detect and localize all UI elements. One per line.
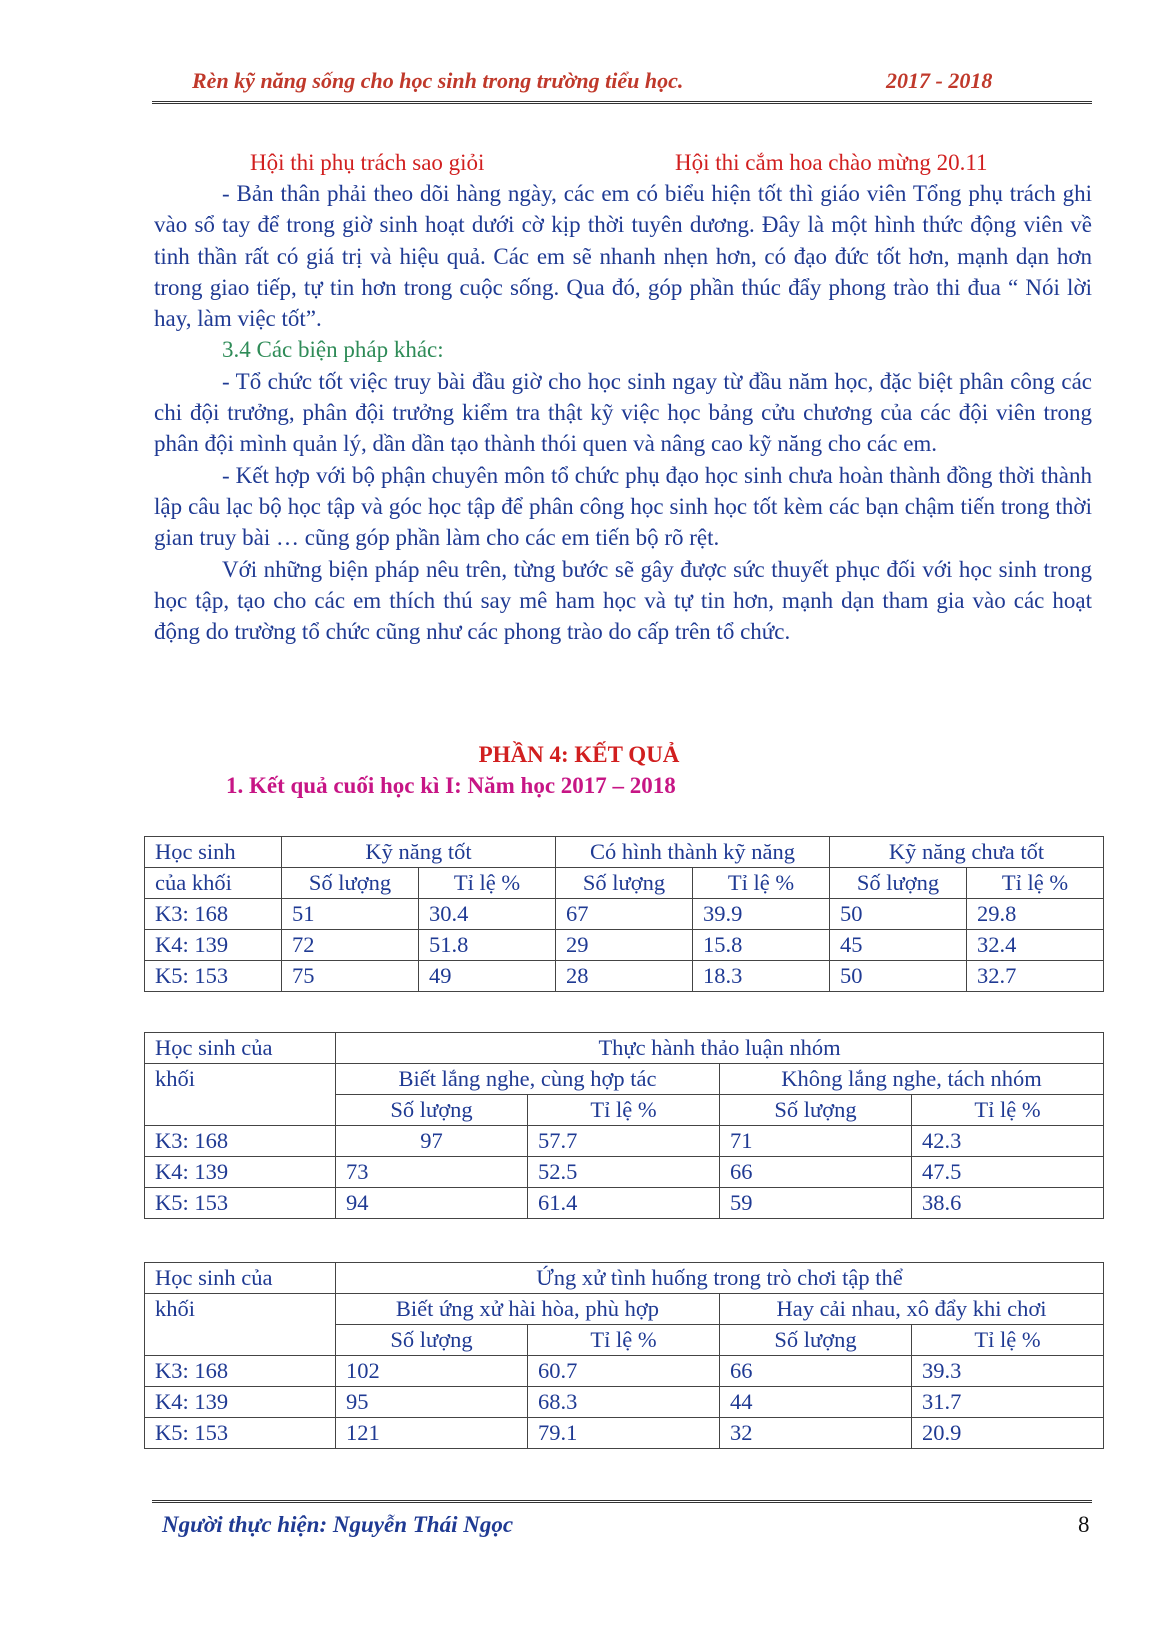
header-cell: Tỉ lệ % <box>528 1325 720 1356</box>
table-cell: 95 <box>336 1387 528 1418</box>
header-cell: Số lượng <box>720 1325 912 1356</box>
table-cell: K3: 168 <box>145 899 282 930</box>
paragraph-1: - Bản thân phải theo dõi hàng ngày, các em có biểu hiện tốt thì giáo viên Tổng phụ trách ghi vào sổ tay để trong giờ sinh hoạt dưới cờ kịp thời tuyên dương. Đây là một hình thức động viên về tinh thần rất có giá trị và hiệu quả. Các em sẽ nhanh nhẹn hơn, có đạo đức tốt hơn, mạnh dạn hơn trong giao tiếp, tự tin hơn trong cuộc sống. Qua đó, góp phần thúc đẩy phong trào thi đua “ Nói lời hay, làm việc tốt”. <box>154 181 1092 332</box>
table-cell: 38.6 <box>912 1188 1104 1219</box>
table-cell: 47.5 <box>912 1157 1104 1188</box>
table-cell: K4: 139 <box>145 1387 336 1418</box>
header-cell: Ứng xử tình huống trong trò chơi tập thể <box>336 1263 1104 1294</box>
table-cell: 32.7 <box>967 961 1104 992</box>
header-cell: Tỉ lệ % <box>419 868 556 899</box>
table-cell: 66 <box>720 1356 912 1387</box>
table-row <box>145 930 1104 961</box>
header-cell: Số lượng <box>720 1095 912 1126</box>
header-cell: Tỉ lệ % <box>528 1095 720 1126</box>
table-row <box>145 1387 1104 1418</box>
table-cell: 30.4 <box>419 899 556 930</box>
heading-3-4: 3.4 Các biện pháp khác: <box>222 337 444 363</box>
table-cell: 59 <box>720 1188 912 1219</box>
table-cell: 20.9 <box>912 1418 1104 1449</box>
header-cell: Số lượng <box>336 1325 528 1356</box>
caption-left: Hội thi phụ trách sao giỏi <box>250 150 485 175</box>
header-cell: của khối <box>145 868 282 899</box>
table-cell: 50 <box>830 961 967 992</box>
header-cell: Không lắng nghe, tách nhóm <box>720 1064 1104 1095</box>
table-cell: 31.7 <box>912 1387 1104 1418</box>
table-cell: K5: 153 <box>145 1188 336 1219</box>
table-cell: 97 <box>336 1126 528 1157</box>
table-row <box>145 1418 1104 1449</box>
table-cell: 15.8 <box>693 930 830 961</box>
header-title: Rèn kỹ năng sống cho học sinh trong trường tiểu học. <box>192 68 684 93</box>
footer-divider <box>152 1500 1092 1503</box>
header-year: 2017 - 2018 <box>886 68 993 93</box>
table-cell: 29.8 <box>967 899 1104 930</box>
group-discussion-table <box>144 1032 1104 1219</box>
table-cell: K3: 168 <box>145 1356 336 1387</box>
table-cell: 73 <box>336 1157 528 1188</box>
header-cell: Thực hành thảo luận nhóm <box>336 1033 1104 1064</box>
table-cell: 39.9 <box>693 899 830 930</box>
paragraph-3: - Kết hợp với bộ phận chuyên môn tổ chức phụ đạo học sinh chưa hoàn thành đồng thời thành lập câu lạc bộ học tập và góc học tập để phân công học sinh học tốt kèm các bạn chậm tiến trong thời gian truy bài … cũng góp phần làm cho các em tiến bộ rõ rệt. <box>154 462 1092 551</box>
table-cell: 18.3 <box>693 961 830 992</box>
caption-right: Hội thi cắm hoa chào mừng 20.11 <box>675 150 988 175</box>
table-cell: 60.7 <box>528 1356 720 1387</box>
table-row <box>145 1126 1104 1157</box>
table-cell: K5: 153 <box>145 1418 336 1449</box>
table-cell: 28 <box>556 961 693 992</box>
table-cell: 51.8 <box>419 930 556 961</box>
paragraph-4: Với những biện pháp nêu trên, từng bước sẽ gây được sức thuyết phục đối với học sinh trong học tập, tạo cho các em thích thú say mê ham học và tự tin hơn, mạnh dạn tham gia vào các hoạt động do trường tổ chức cũng như các phong trào do cấp trên tổ chức. <box>154 556 1092 645</box>
header-cell: Biết ứng xử hài hòa, phù hợp <box>336 1294 720 1325</box>
table-cell: 66 <box>720 1157 912 1188</box>
subsection-title: 1. Kết quả cuối học kì I: Năm học 2017 – 2018 <box>226 773 676 798</box>
header-cell: Số lượng <box>282 868 419 899</box>
header-cell: Tỉ lệ % <box>912 1325 1104 1356</box>
paragraph-2: - Tổ chức tốt việc truy bài đầu giờ cho học sinh ngay từ đầu năm học, đặc biệt phân công các chi đội trưởng, phân đội trưởng kiểm tra thật kỹ việc học bảng cửu chương của các đội viên trong phân đội mình quản lý, dần dần tạo thành thói quen và nâng cao kỹ năng cho các em. <box>154 368 1092 457</box>
table-row <box>145 961 1104 992</box>
header-cell: Tỉ lệ % <box>967 868 1104 899</box>
table-cell: 49 <box>419 961 556 992</box>
table-cell: 32 <box>720 1418 912 1449</box>
header-cell: Hay cải nhau, xô đẩy khi chơi <box>720 1294 1104 1325</box>
table-cell: 75 <box>282 961 419 992</box>
header-divider <box>152 101 1092 104</box>
table-cell: K4: 139 <box>145 930 282 961</box>
table-cell: 44 <box>720 1387 912 1418</box>
header-cell: Kỹ năng chưa tốt <box>830 837 1104 868</box>
table-cell: 57.7 <box>528 1126 720 1157</box>
table-cell: 39.3 <box>912 1356 1104 1387</box>
table-cell: 50 <box>830 899 967 930</box>
table-row <box>145 899 1104 930</box>
table-row <box>145 1157 1104 1188</box>
header-cell: Tỉ lệ % <box>912 1095 1104 1126</box>
table-cell: 29 <box>556 930 693 961</box>
header-cell: Kỹ năng tốt <box>282 837 556 868</box>
table-cell: 79.1 <box>528 1418 720 1449</box>
header-cell: khối <box>145 1294 336 1356</box>
table-cell: 32.4 <box>967 930 1104 961</box>
footer-author: Người thực hiện: Nguyễn Thái Ngọc <box>162 1512 514 1537</box>
table-cell: 45 <box>830 930 967 961</box>
page-number: 8 <box>1078 1512 1090 1537</box>
game-behavior-table <box>144 1262 1104 1449</box>
table-cell: K3: 168 <box>145 1126 336 1157</box>
table-cell: 71 <box>720 1126 912 1157</box>
table-row <box>145 1188 1104 1219</box>
section-title: PHẦN 4: KẾT QUẢ <box>478 742 680 767</box>
header-cell: Biết lắng nghe, cùng hợp tác <box>336 1064 720 1095</box>
table-cell: 102 <box>336 1356 528 1387</box>
body-text <box>154 178 1092 647</box>
header-cell: Có hình thành kỹ năng <box>556 837 830 868</box>
table-cell: K4: 139 <box>145 1157 336 1188</box>
header-cell: Học sinh của <box>145 1263 336 1294</box>
table-cell: 61.4 <box>528 1188 720 1219</box>
table-cell: 52.5 <box>528 1157 720 1188</box>
table-cell: 94 <box>336 1188 528 1219</box>
table-cell: 51 <box>282 899 419 930</box>
table-cell: 67 <box>556 899 693 930</box>
table-row <box>145 1356 1104 1387</box>
header-cell: Học sinh <box>145 837 282 868</box>
header-cell: Học sinh của <box>145 1033 336 1064</box>
header-cell: Tỉ lệ % <box>693 868 830 899</box>
header-cell: khối <box>145 1064 336 1126</box>
header-cell: Số lượng <box>830 868 967 899</box>
table-cell: 121 <box>336 1418 528 1449</box>
table-cell: K5: 153 <box>145 961 282 992</box>
skills-table <box>144 836 1104 992</box>
header-cell: Số lượng <box>556 868 693 899</box>
table-cell: 42.3 <box>912 1126 1104 1157</box>
header-cell: Số lượng <box>336 1095 528 1126</box>
table-cell: 72 <box>282 930 419 961</box>
table-cell: 68.3 <box>528 1387 720 1418</box>
